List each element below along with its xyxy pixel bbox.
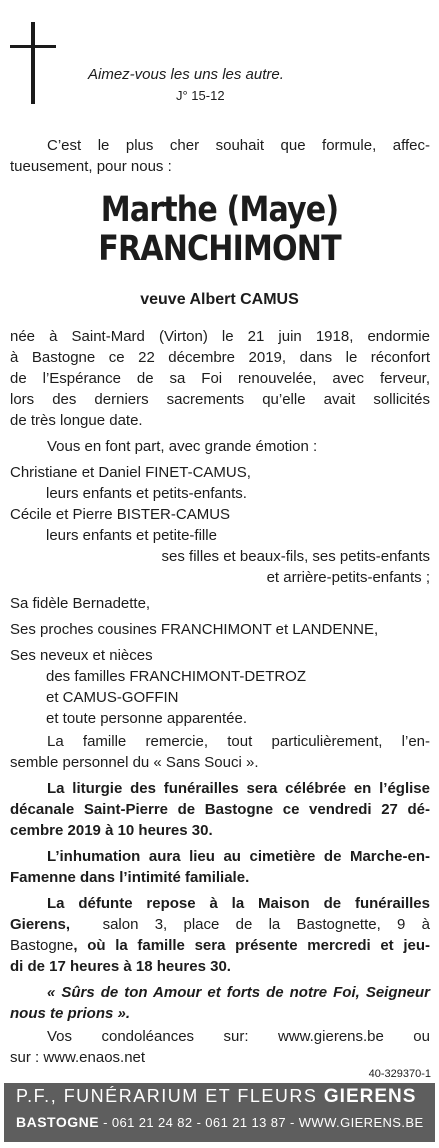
liturgy-line: décanale Saint-Pierre de Bastogne ce vendredi 27 dé- [10,801,430,818]
liturgy-line: cembre 2019 à 10 heures 30. [10,822,213,839]
family-line: Cécile et Pierre BISTER-CAMUS [10,506,231,523]
condolences-line: sur : www.enaos.net [10,1049,146,1066]
cross-icon [10,22,56,104]
epigraph-quote: Aimez-vous les uns les autre. [88,66,284,83]
family-line: Ses proches cousines FRANCHIMONT et LANDENNE, [10,621,379,638]
epigraph-reference: J° 15-12 [176,88,225,103]
rest-line [10,935,430,956]
funeral-home-banner [4,1083,435,1142]
intro-line: C’est le plus cher souhait que formule, affec- [47,137,430,154]
thanks-line: La famille remercie, tout particulièrement, l’en- [47,733,430,750]
family-line: des familles FRANCHIMONT-DETROZ [46,668,307,685]
bio-line: de l’Espérance de sa Foi renouvelée, avec ferveur, [10,370,430,387]
rest-line [10,914,430,935]
family-line: et CAMUS-GOFFIN [46,689,179,706]
family-line: et arrière-petits-enfants ; [266,569,430,586]
family-line: et toute personne apparentée. [46,710,247,727]
condolences-line: Vos condoléances sur: www.gierens.be ou [47,1028,430,1045]
ad-code: 40-329370-1 [368,1068,431,1080]
rest-line: La défunte repose à la Maison de funérailles [47,895,430,912]
thanks-line: semble personnel du « Sans Souci ». [10,754,259,771]
rest-line: di de 17 heures à 18 heures 30. [10,958,231,975]
burial-line: L’inhumation aura lieu au cimetière de Marche-en- [47,848,430,865]
funeral-home-name: Gierens, [10,916,71,933]
banner-line-1 [16,1086,416,1108]
bio-line: lors des derniers sacrements qu’elle avait sollicités [10,391,430,408]
widow-of: veuve Albert CAMUS [140,291,299,308]
family-line: leurs enfants et petite-fille [46,527,217,544]
family-line: Christiane et Daniel FINET-CAMUS, [10,464,251,481]
family-line: leurs enfants et petits-enfants. [46,485,247,502]
funeral-home-address: salon 3, place de la Bastognette, 9 à [102,916,430,933]
bio-line: née à Saint-Mard (Virton) le 21 juin 1918, endormie [10,328,430,345]
family-line: Ses neveux et nièces [10,647,153,664]
rest-visiting: , où la famille sera présente mercredi et jeu- [73,937,430,954]
bio-line: à Bastogne ce 22 décembre 2019, dans le réconfort [10,349,430,366]
banner-contacts: - 061 21 24 82 - 061 21 13 87 - WWW.GIERENS.BE [99,1115,424,1130]
prayer-line: « Sûrs de ton Amour et forts de notre Foi, Seigneur [47,984,430,1001]
announce-text: Vous en font part, avec grande émotion : [47,438,318,455]
burial-line: Famenne dans l’intimité familiale. [10,869,250,886]
rest-city: Bastogne [10,937,74,954]
liturgy-line: La liturgie des funérailles sera célébrée en l’église [47,780,430,797]
prayer-line: nous te prions ». [10,1005,131,1022]
banner-prefix: P.F., FUNÉRARIUM ET FLEURS [16,1086,318,1106]
banner-line-2 [16,1114,424,1130]
family-line: Sa fidèle Bernadette, [10,595,151,612]
intro-line: tueusement, pour nous : [10,158,172,175]
family-line: ses filles et beaux-fils, ses petits-enfants [161,548,430,565]
bio-line: de très longue date. [10,412,143,429]
deceased-last-name: FRANCHIMONT [98,229,341,269]
banner-brand: GIERENS [323,1086,417,1107]
banner-city: BASTOGNE [16,1114,100,1130]
deceased-first-name: Marthe (Maye) [100,190,339,230]
